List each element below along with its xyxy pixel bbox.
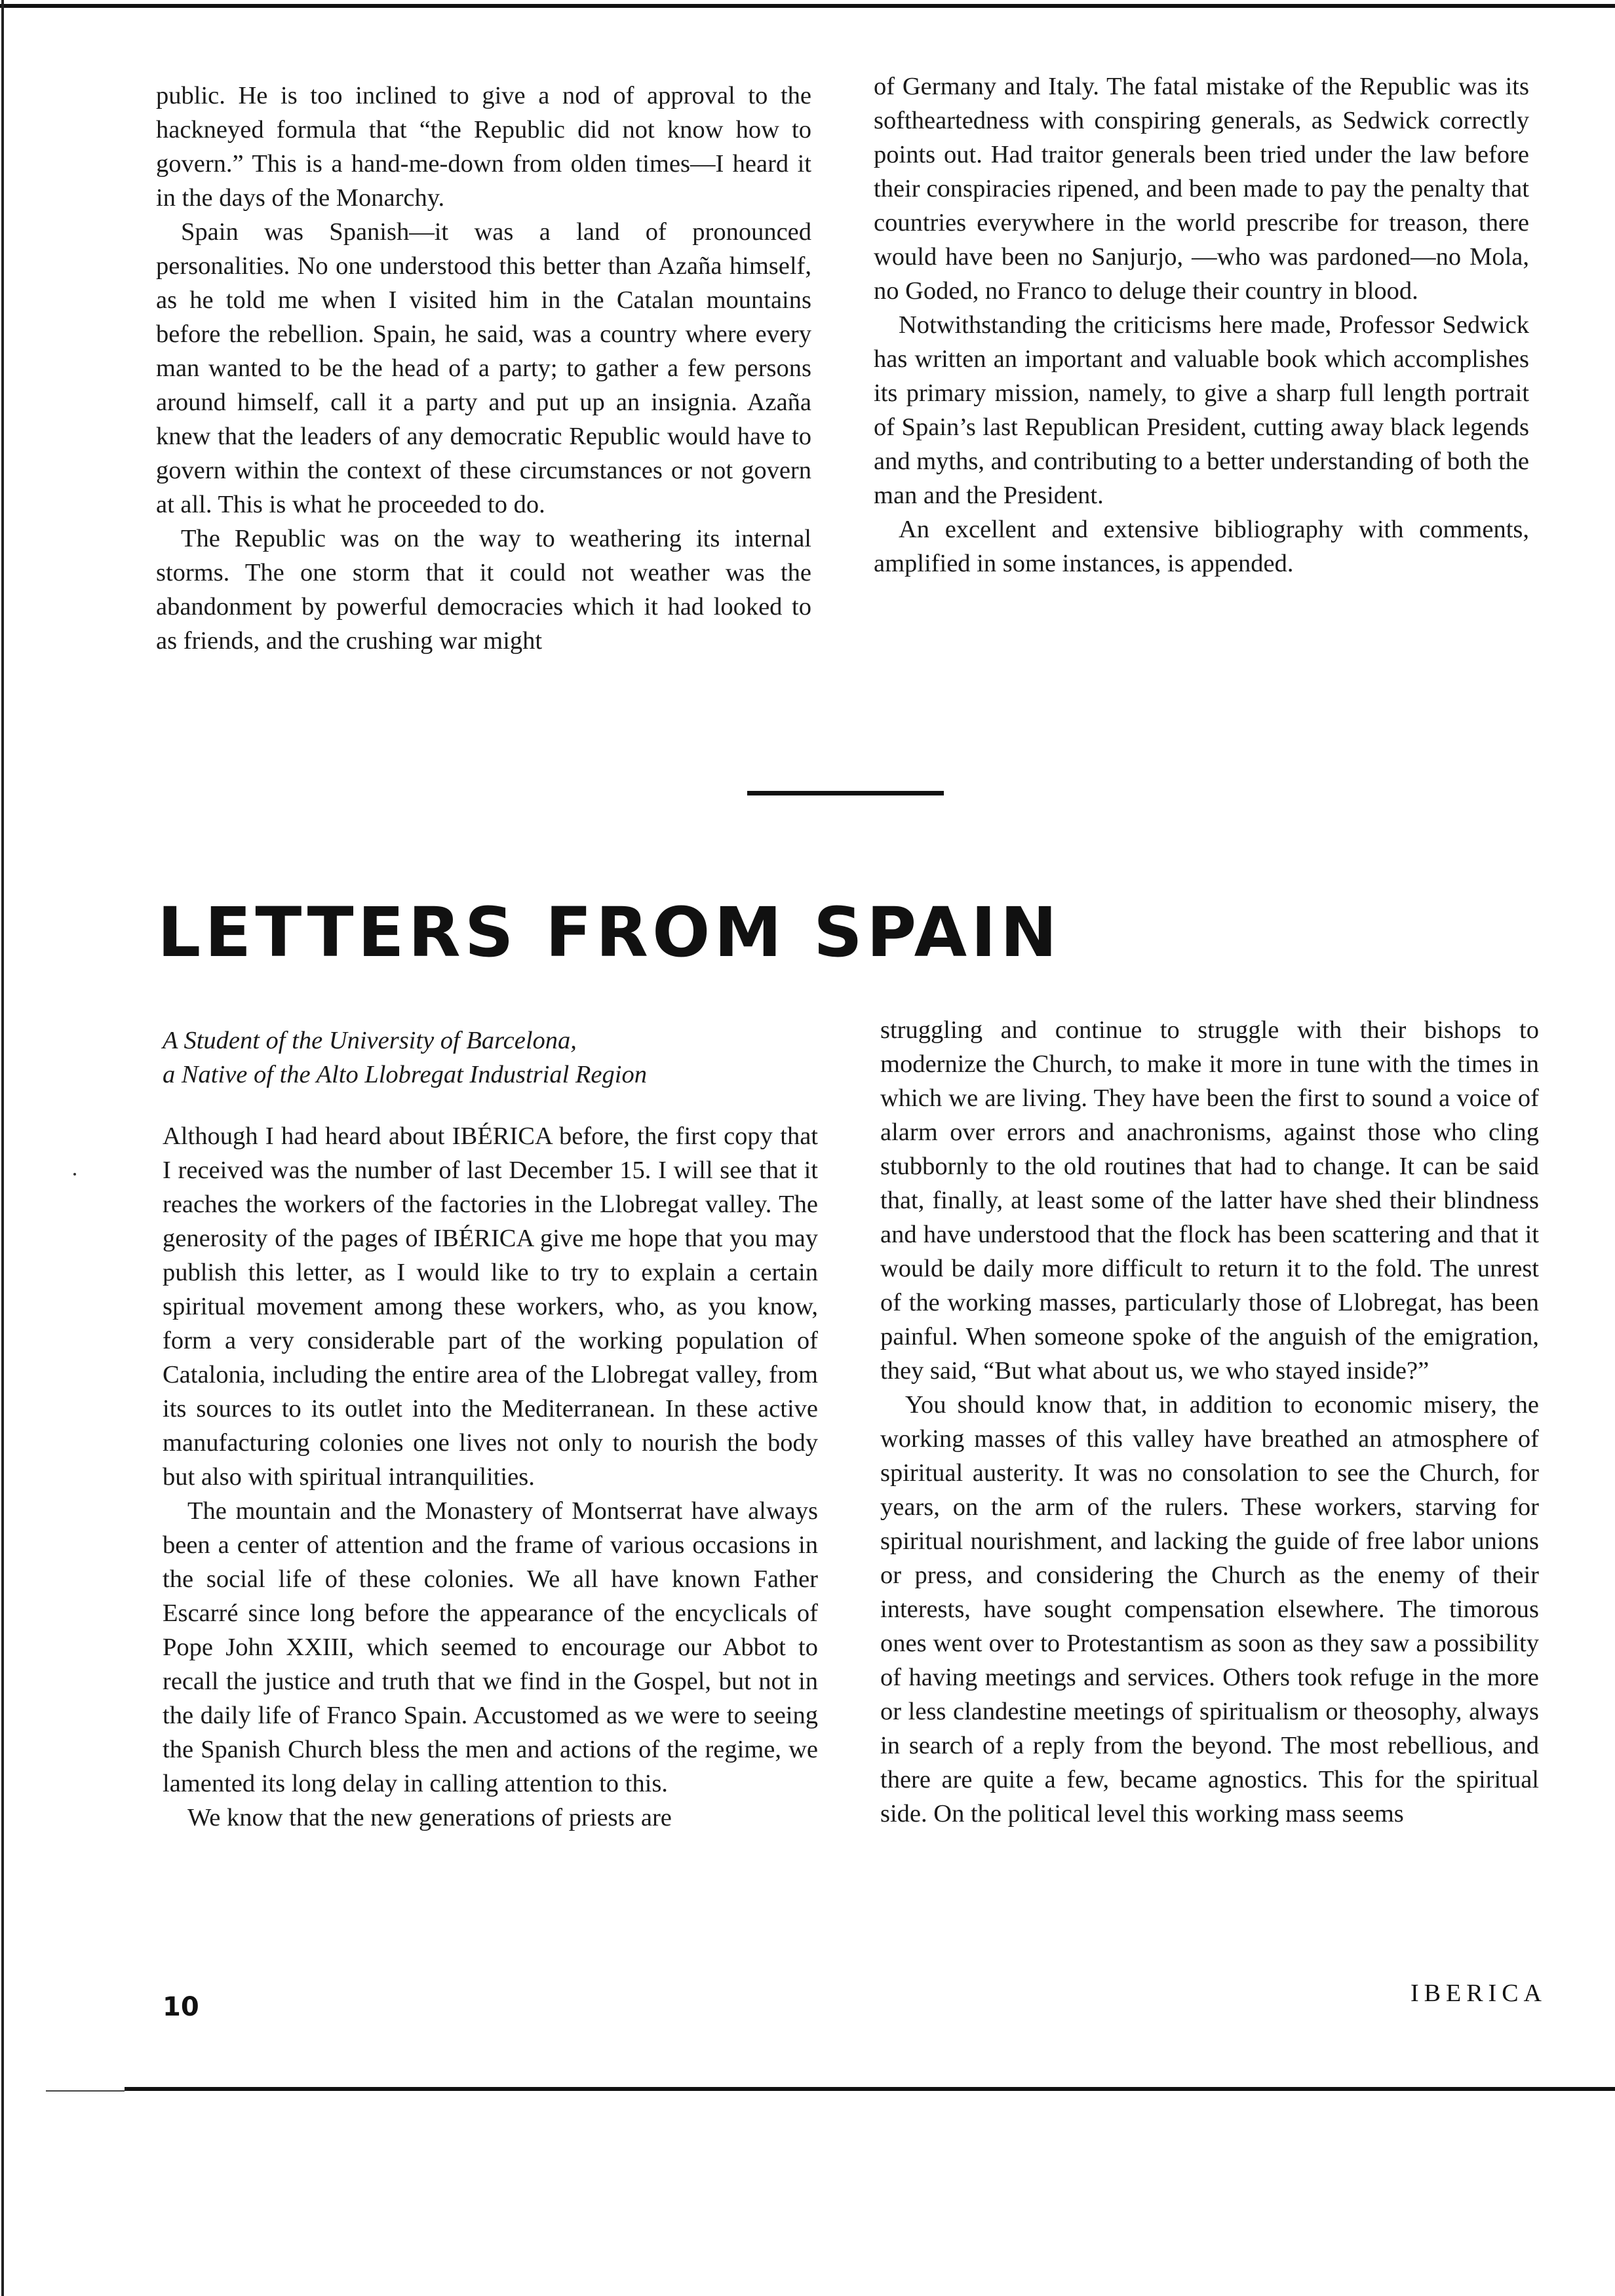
review-right-column	[874, 69, 1529, 581]
scan-speck	[73, 1173, 76, 1176]
page-top-border	[0, 4, 1615, 8]
footer-rule	[125, 2087, 1615, 2091]
review-paragraph: Notwithstanding the criticisms here made, Professor Sedwick has written an important and valuable book which accomplishes its primary mission, namely, to give a sharp full length portrait of Spain’s last Republican President, cutting away black legends and myths, and contributing to a better understanding of both the man and the President.	[874, 311, 1529, 509]
letter-paragraph: You should know that, in addition to economic misery, the working masses of this valley have breathed an atmosphere of spiritual austerity. It was no consolation to see the Church, for years, on the arm of the rulers. These workers, starving for spiritual nourishment, and lacking the guide of free labor unions or press, and considering the Church as the enemy of their interests, have sought compensation elsewhere. The timorous ones went over to Protestantism as soon as they saw a possibility of having meetings and services. Others took refuge in the more or less clandestine meetings of spiritualism or theosophy, always in search of a reply from the beyond. The most rebellious, and there are quite a few, became agnostics. This for the spiritual side. On the political level this working mass seems	[880, 1391, 1539, 1827]
publication-name: IBERICA	[1411, 1980, 1547, 2007]
page-number: 10	[163, 1992, 199, 2022]
letter-right-column	[880, 1013, 1539, 1831]
letter-paragraph: We know that the new generations of priests are	[187, 1804, 672, 1831]
letter-paragraph: Although I had heard about IBÉRICA before, the first copy that I received was the number of last December 15. I will see that it reaches the workers of the factories in the Llobregat valley. The generosity of the pages of IBÉRICA give me hope that you may publish this letter, as I would like to try to explain a certain spiritual movement among these workers, who, as you know, form a very considerable part of the working population of Catalonia, including the entire area of the Llobregat valley, from its sources to its outlet into the Mediterranean. In these active manufacturing colonies one lives not only to nourish the body but also with spiritual intranquilities.	[163, 1122, 818, 1491]
review-paragraph: The Republic was on the way to weathering its internal storms. The one storm that it could not weather was the abandonment by powerful democracies which it had looked to as friends, and the crushing war might	[156, 525, 811, 655]
letter-paragraph: struggling and continue to struggle with their bishops to modernize the Church, to make it more in tune with the times in which we are living. They have been the first to sound a voice of alarm over errors and anachronisms, against those who cling stubbornly to the old routines that had to change. It can be said that, finally, at least some of the latter have shed their blindness and have understood that the flock has been scattering and that it would be daily more difficult to return it to the fold. The unrest of the working masses, particularly those of Llobregat, has been painful. When someone spoke of the anguish of the emigration, they said, “But what about us, we who stayed inside?”	[880, 1016, 1539, 1385]
footer-rule-stub	[46, 2090, 125, 2092]
review-paragraph: An excellent and extensive bibliography with comments, amplified in some instances, is appended.	[874, 516, 1529, 577]
byline-line: a Native of the Alto Llobregat Industrial Region	[163, 1061, 647, 1088]
page-left-border	[1, 0, 4, 2296]
letter-left-column	[163, 1119, 818, 1835]
article-headline: LETTERS FROM SPAIN	[157, 892, 1061, 972]
review-paragraph: Spain was Spanish—it was a land of pronounced personalities. No one understood this better than Azaña himself, as he told me when I visited him in the Catalan mountains before the rebellion. Spain, he said, was a country where every man wanted to be the head of a party; to gather a few persons around himself, call it a party and put up an insignia. Azaña knew that the leaders of any democratic Republic would have to govern within the context of these circumstances or not govern at all. This is what he proceeded to do.	[156, 218, 811, 518]
review-paragraph: public. He is too inclined to give a nod of approval to the hackneyed formula that “the Republic did not know how to govern.” This is a hand-me-down from olden times—I heard it in the days of the Monarchy.	[156, 82, 811, 212]
review-paragraph: of Germany and Italy. The fatal mistake of the Republic was its softheartedness with conspiring generals, as Sedwick correctly points out. Had traitor generals been tried under the law before their conspiracies ripened, and been made to pay the penalty that countries everywhere in the world prescribe for treason, there would have been no Sanjurjo, —who was pardoned—no Mola, no Goded, no Franco to deluge their country in blood.	[874, 73, 1529, 305]
letter-byline	[163, 1024, 818, 1092]
letter-paragraph: The mountain and the Monastery of Montserrat have always been a center of attention and the frame of various occasions in the social life of these colonies. We all have known Father Escarré since long before the appearance of the encyclicals of Pope John XXIII, which seemed to encourage our Abbot to recall the justice and truth that we find in the Gospel, but not in the daily life of Franco Spain. Accustomed as we were to seeing the Spanish Church bless the men and actions of the regime, we lamented its long delay in calling attention to this.	[163, 1497, 818, 1797]
review-left-column	[156, 79, 811, 658]
section-divider	[747, 791, 944, 795]
byline-line: A Student of the University of Barcelona,	[163, 1027, 577, 1054]
